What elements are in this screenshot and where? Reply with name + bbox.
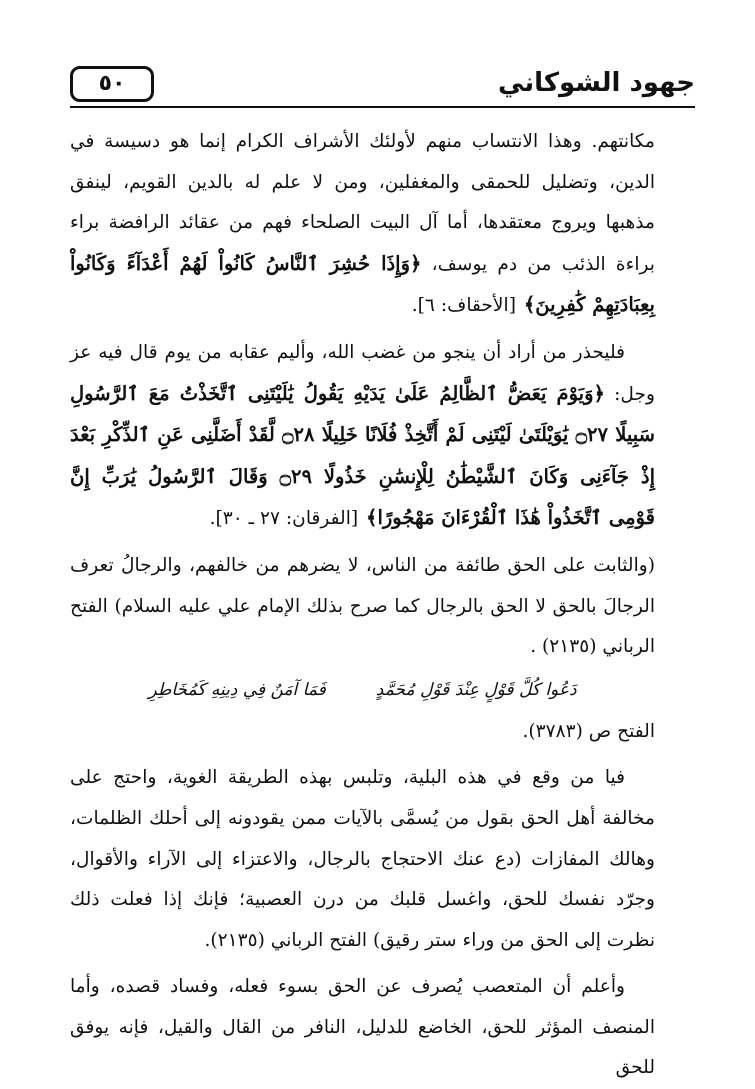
page-number: ٥٠ [70,66,154,102]
paragraph-2 [70,333,655,540]
quran-ref-furqan: [الفرقان: ٢٧ ـ ٣٠]. [209,508,365,530]
poem-hemistich-1: دَعُوا كُلَّ قَوْلٍ عِنْدَ قَوْلِ مُحَمَّدٍ [375,679,577,700]
quran-verse-ahqaf: ﴿وَإِذَا حُشِرَ ٱلنَّاسُ كَانُواْ لَهُمْ أَعْدَآءً وَكَانُواْ بِعِبَادَتِهِمْ كَٰفِرِينَ﴾ [70,251,655,317]
page-header [70,62,695,110]
poem-hemistich-2: فَمَا آمَنٌ فِي دِينِهِ كَمُخَاطِرِ [148,679,326,700]
paragraph-1-text: مكانتهم. وهذا الانتساب منهم لأولئك الأشراف الكرام إنما هو دسيسة في الدين، وتضليل للحمقى والمغفلين، ومن لا علم له بالدين القويم، لينفق مذهبها ويروج معتقدها، أما آل البيت الصلحاء فهم من عقائد الرافضة براء براءة الذئب من دم يوسف، [70,131,655,275]
page-body [70,122,655,1089]
quran-ref-ahqaf: [الأحقاف: ٦]. [411,295,522,317]
paragraph-1 [70,122,655,327]
poem-reference: الفتح ص (٣٧٨٣). [522,720,655,742]
book-title: جهود الشوكاني [498,68,695,98]
poem-verse [70,670,655,710]
paragraph-3: (والثابت على الحق طائفة من الناس، لا يضرهم من خالفهم، والرجالُ تعرف الرجالَ بالحق لا الحق بالرجال كما صرح بذلك الإمام علي عليه السلام) الفتح الرباني (٢١٣٥) . [70,554,655,658]
paragraph-5: وأعلم أن المتعصب يُصرف عن الحق بسوء فعله، وفساد قصده، وأما المنصف المؤثر للحق، الخاضع للدليل، النافر من القال والقيل، فإنه يوفق للحق [70,976,655,1079]
quran-verse-furqan: ﴿وَيَوْمَ يَعَضُّ ٱلظَّالِمُ عَلَىٰ يَدَيْهِ يَقُولُ يَٰلَيْتَنِى ٱتَّخَذْتُ مَعَ ٱلرَّسُولِ سَبِيلًا ۝٢٧ يَٰوَيْلَتَىٰ لَيْتَنِى لَمْ أَتَّخِذْ فُلَانًا خَلِيلًا ۝٢٨ لَّقَدْ أَضَلَّنِى عَنِ ٱلذِّكْرِ بَعْدَ إِذْ جَآءَنِى وَكَانَ ٱلشَّيْطَٰنُ لِلْإِنسَٰنِ خَذُولًا ۝٢٩ وَقَالَ ٱلرَّسُولُ يَٰرَبِّ إِنَّ قَوْمِى ٱتَّخَذُواْ هَٰذَا ٱلْقُرْءَانَ مَهْجُورًا﴾ [70,381,655,530]
header-rule [70,106,695,108]
paragraph-4: فيا من وقع في هذه البلية، وتلبس بهذه الطريقة الغوية، واحتج على مخالفة أهل الحق بقول من يُسمَّى بالآيات ممن يقودونه إلى أحلك الظلمات، وهالك المفازات (دع عنك الاحتجاج بالرجال، والاعتزاء إلى الآراء والأقوال، وجرّد نفسك للحق، واغسل قلبك من درن العصبية؛ فإنك إذا فعلت ذلك نظرت إلى الحق من وراء ستر رقيق) الفتح الرباني (٢١٣٥). [70,767,655,951]
paragraph-2-intro: فليحذر من أراد أن ينجو من غضب الله، وأليم عقابه من يوم قال فيه عز وجل: [70,341,655,405]
